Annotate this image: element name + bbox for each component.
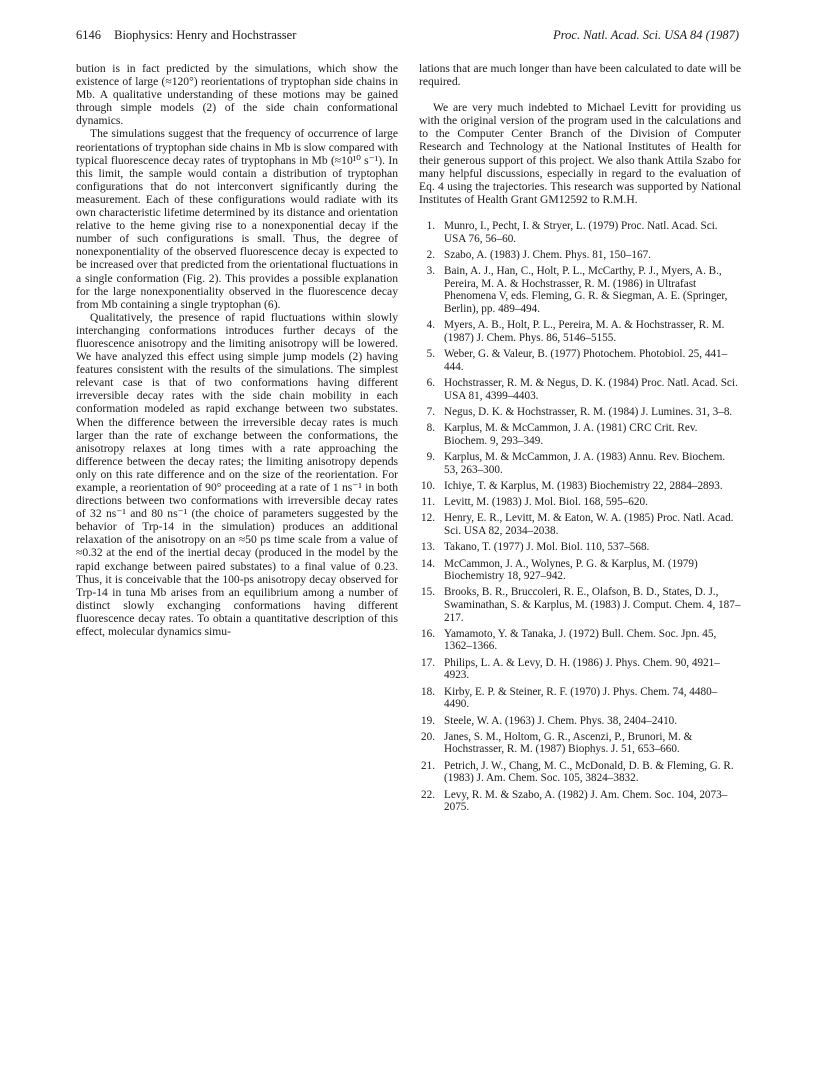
reference-number: 13.	[421, 541, 435, 554]
right-column	[419, 62, 741, 817]
reference-item	[419, 422, 741, 447]
body-paragraph-continuation: lations that are much longer than have been calculated to date will be required.	[419, 62, 741, 89]
reference-text: Bain, A. J., Han, C., Holt, P. L., McCarthy, P. J., Myers, A. B., Pereira, M. A. & Hochstrasser, R. M. (1986) in Ultrafast Phenomena V, eds. Fleming, G. R. & Siegman, A. E. (Springer, Berlin), pp. 489–494.	[444, 265, 728, 315]
reference-number: 4.	[426, 319, 435, 332]
reference-number: 16.	[421, 627, 435, 640]
reference-item	[419, 480, 741, 493]
running-header	[76, 27, 739, 43]
reference-item	[419, 496, 741, 509]
reference-text: Kirby, E. P. & Steiner, R. F. (1970) J. Phys. Chem. 74, 4480–4490.	[444, 685, 718, 711]
reference-item	[419, 586, 741, 624]
reference-item	[419, 406, 741, 419]
reference-number: 14.	[421, 557, 435, 570]
reference-number: 15.	[421, 586, 435, 599]
reference-text: Henry, E. R., Levitt, M. & Eaton, W. A. (1985) Proc. Natl. Acad. Sci. USA 82, 2034–2038.	[444, 512, 734, 537]
header-left	[76, 27, 296, 43]
reference-number: 17.	[421, 656, 435, 669]
section-title: Biophysics: Henry and Hochstrasser	[114, 28, 297, 42]
body-paragraph: bution is in fact predicted by the simulations, which show the existence of large (≈120°) reorientations of tryptophan side chains in Mb. A qualitative understanding of these motions may be gained through simple models (2) of the side chain conformational dynamics.	[76, 62, 398, 128]
reference-number: 7.	[426, 405, 435, 418]
reference-item	[419, 657, 741, 682]
reference-number: 2.	[426, 248, 435, 261]
reference-text: Karplus, M. & McCammon, J. A. (1981) CRC Crit. Rev. Biochem. 9, 293–349.	[444, 422, 698, 447]
reference-number: 10.	[421, 479, 435, 492]
reference-text: Negus, D. K. & Hochstrasser, R. M. (1984) J. Lumines. 31, 3–8.	[444, 405, 733, 418]
reference-text: Philips, L. A. & Levy, D. H. (1986) J. Phys. Chem. 90, 4921–4923.	[444, 656, 720, 682]
reference-number: 6.	[426, 376, 435, 389]
page-number: 6146	[76, 28, 101, 42]
reference-text: Weber, G. & Valeur, B. (1977) Photochem. Photobiol. 25, 441–444.	[444, 348, 728, 373]
reference-item	[419, 451, 741, 476]
reference-text: Myers, A. B., Holt, P. L., Pereira, M. A. & Hochstrasser, R. M. (1987) J. Chem. Phys. 86, 5146–5155.	[444, 319, 725, 344]
reference-text: Takano, T. (1977) J. Mol. Biol. 110, 537–568.	[444, 541, 650, 554]
reference-text: Janes, S. M., Holtom, G. R., Ascenzi, P., Brunori, M. & Hochstrasser, R. M. (1987) Biophys. J. 51, 653–660.	[444, 730, 693, 756]
journal-citation: Proc. Natl. Acad. Sci. USA 84 (1987)	[553, 28, 739, 42]
reference-number: 5.	[426, 348, 435, 361]
reference-text: Karplus, M. & McCammon, J. A. (1983) Annu. Rev. Biochem. 53, 263–300.	[444, 450, 726, 476]
reference-item	[419, 731, 741, 756]
acknowledgment: We are very much indebted to Michael Levitt for providing us with the original version of the program used in the calculations and to the Computer Center Branch of the Division of Computer Research and Technology at the National Institutes of Health for their generous support of this project. We also thank Attila Szabo for many helpful discussions, especially in regard to the evaluation of Eq. 4 using the trajectories. This research was supported by National Institutes of Health Grant GM12592 to R.M.H.	[419, 101, 741, 206]
reference-item	[419, 541, 741, 554]
reference-item	[419, 628, 741, 653]
reference-item	[419, 789, 741, 814]
reference-number: 11.	[421, 496, 435, 509]
reference-number: 18.	[421, 685, 435, 698]
reference-number: 22.	[421, 788, 435, 801]
reference-text: Levy, R. M. & Szabo, A. (1982) J. Am. Chem. Soc. 104, 2073–2075.	[444, 788, 728, 814]
reference-item	[419, 558, 741, 583]
reference-text: Petrich, J. W., Chang, M. C., McDonald, D. B. & Fleming, G. R. (1983) J. Am. Chem. Soc. 105, 3824–3832.	[444, 759, 734, 785]
references-list	[419, 220, 741, 814]
reference-text: Ichiye, T. & Karplus, M. (1983) Biochemistry 22, 2884–2893.	[444, 479, 723, 492]
reference-item	[419, 760, 741, 785]
reference-item	[419, 249, 741, 262]
body-paragraph: Qualitatively, the presence of rapid fluctuations within slowly interchanging conformations introduces further decays of the fluorescence anisotropy and the limiting anisotropy will be lowered. We have analyzed this effect using simple jump models (2) having features consistent with the results of the simulations. The simplest relevant case is that of two conformations having different irreversible decay rates with the side chain mobility in each conformation modeled as rapid exchange between two substates. When the difference between the irreversible decay rates is much larger than the rate of exchange between the conformations, the anisotropy relaxes at long times with a rate approaching the difference between the decay rates; the limiting anisotropy depends only on this rate difference and on the size of the reorientation. For example, a reorientation of 90° proceeding at a rate of 1 ns⁻¹ in both directions between two conformations with irreversible decay rates of 32 ns⁻¹ and 80 ns⁻¹ (the choice of parameters suggested by the behavior of Trp-14 in the simulation) produces an additional relaxation of the anisotropy on an ≈50 ps time scale from a value of ≈0.32 at the end of the inertial decay (produced in the model by the rapid exchange between paired substates) to a final value of 0.23. Thus, it is conceivable that the 100-ps anisotropy decay observed for Trp-14 in tuna Mb arises from an equilibrium among a number of distinct slowly exchanging conformations having different fluorescence decay rates. To obtain a quantitative description of this effect, molecular dynamics simu-	[76, 310, 398, 639]
reference-number: 12.	[421, 512, 435, 525]
reference-item	[419, 348, 741, 373]
reference-text: Levitt, M. (1983) J. Mol. Biol. 168, 595–620.	[444, 496, 648, 509]
reference-text: McCammon, J. A., Wolynes, P. G. & Karplus, M. (1979) Biochemistry 18, 927–942.	[444, 557, 698, 583]
reference-text: Yamamoto, Y. & Tanaka, J. (1972) Bull. Chem. Soc. Jpn. 45, 1362–1366.	[444, 627, 717, 653]
reference-text: Munro, I., Pecht, I. & Stryer, L. (1979) Proc. Natl. Acad. Sci. USA 76, 56–60.	[444, 219, 718, 245]
reference-item	[419, 512, 741, 537]
reference-item	[419, 686, 741, 711]
reference-number: 21.	[421, 759, 435, 772]
reference-item	[419, 319, 741, 344]
reference-number: 19.	[421, 714, 435, 727]
reference-text: Hochstrasser, R. M. & Negus, D. K. (1984) Proc. Natl. Acad. Sci. USA 81, 4399–4403.	[444, 376, 738, 402]
reference-text: Szabo, A. (1983) J. Chem. Phys. 81, 150–167.	[444, 248, 651, 261]
reference-item	[419, 265, 741, 315]
reference-number: 3.	[426, 265, 435, 278]
left-column	[76, 62, 398, 638]
reference-number: 9.	[426, 450, 435, 463]
reference-number: 20.	[421, 730, 435, 743]
reference-number: 1.	[426, 219, 435, 232]
reference-item	[419, 715, 741, 728]
reference-text: Steele, W. A. (1963) J. Chem. Phys. 38, 2404–2410.	[444, 714, 678, 727]
reference-number: 8.	[426, 422, 435, 435]
body-paragraph: The simulations suggest that the frequency of occurrence of large reorientations of tryptophan side chains in Mb is slow compared with typical fluorescence decay rates of tryptophans in Mb (≈10¹⁰ s⁻¹). In this limit, the sample would contain a distribution of tryptophan configurations that do not interconvert significantly during the measurement. Each of these configurations would radiate with its own characteristic lifetime determined by its distance and orientation relative to the heme giving rise to a nonexponential decay if the number of such configurations is small. Thus, the degree of nonexponentiality of the observed fluorescence decay is expected to be increased over that predicted from the orientational fluctuations in a single conformation (Fig. 2). This provides a possible explanation for the large nonexponentiality observed in the fluorescence decay from Mb containing a single tryptophan (6).	[76, 127, 398, 311]
reference-item	[419, 377, 741, 402]
reference-item	[419, 220, 741, 245]
reference-text: Brooks, B. R., Bruccoleri, R. E., Olafson, B. D., States, D. J., Swaminathan, S. & Karplus, M. (1983) J. Comput. Chem. 4, 187–217.	[444, 586, 741, 624]
